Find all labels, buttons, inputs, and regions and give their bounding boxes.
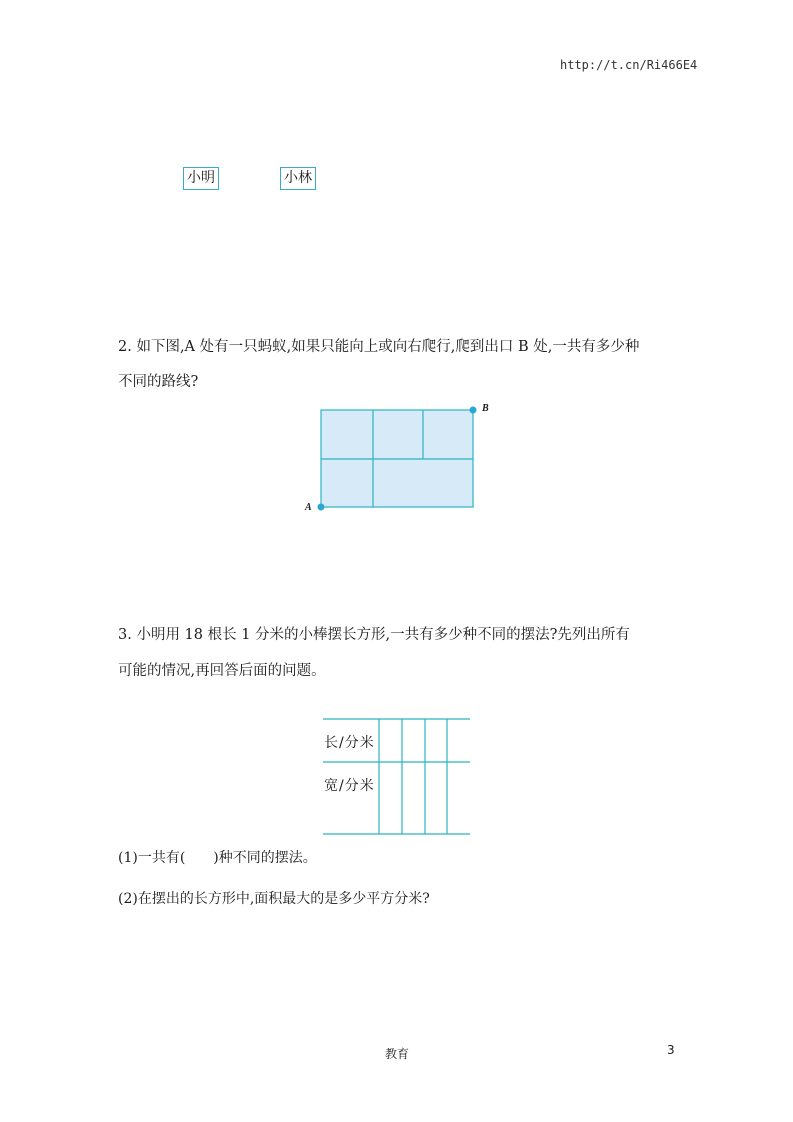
point-a-dot — [318, 504, 325, 511]
table-row-length-label: 长/分米 — [324, 735, 375, 751]
point-b-label: B — [482, 403, 489, 414]
name-box-xiaoming: 小明 — [183, 167, 219, 190]
q2-text-line2: 不同的路线? — [118, 374, 199, 390]
table-row-width-label: 宽/分米 — [324, 778, 375, 794]
q3-sub2: (2)在摆出的长方形中,面积最大的是多少平方分米? — [118, 891, 430, 907]
name-box-xiaolin: 小林 — [280, 167, 316, 190]
q3-text-line2: 可能的情况,再回答后面的问题。 — [118, 663, 326, 679]
point-a-label: A — [305, 502, 312, 513]
page-number: 3 — [667, 1043, 675, 1057]
footer-center: 教育 — [385, 1047, 410, 1061]
q3-sub1: (1)一共有( )种不同的摆法。 — [118, 850, 317, 866]
header-url: http://t.cn/Ri466E4 — [560, 58, 698, 72]
q2-text-line1: 2. 如下图,A 处有一只蚂蚁,如果只能向上或向右爬行,爬到出口 B 处,一共有多少种 — [118, 339, 640, 355]
q3-text-line1: 3. 小明用 18 根长 1 分米的小棒摆长方形,一共有多少种不同的摆法?先列出所有 — [118, 627, 630, 643]
point-b-dot — [470, 407, 477, 414]
grid-diagram — [300, 400, 500, 520]
